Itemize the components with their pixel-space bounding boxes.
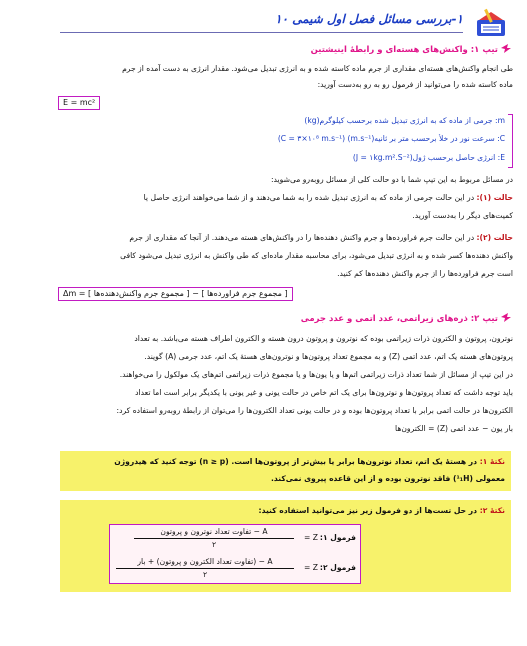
formula1-fraction-bar — [134, 538, 294, 539]
case2-line-1 — [14, 233, 513, 243]
tip2-line-4: باید توجه داشت که تعداد پروتون‌ها و نوترون‌ها برای یک اتم خاص در حالت یونی و غیر یونی با یکدیگر برابر است اما تعداد — [135, 388, 513, 397]
note2-label: نکتهٔ ۲: — [479, 506, 505, 515]
case1-line-2: کمیت‌های دیگر را به‌دست آورید. — [412, 211, 513, 220]
electron-count-relation: بار یون − عدد اتمی (Z) = الکترون‌ها — [395, 424, 513, 433]
book-logo-icon — [471, 6, 511, 40]
mass-defect-formula-box: Δm = [ مجموع جرم واکنش‌دهنده‌ها ] − [ مجموع جرم فراورده‌ها ] — [58, 287, 293, 301]
formula1-numerator: A − تفاوت تعداد نوترون و پروتون — [160, 527, 268, 536]
formula2-z: Z = — [304, 563, 318, 572]
formula2-numerator: A − (تفاوت تعداد الکترون و پروتون) + بار — [137, 557, 273, 566]
title-underline — [60, 32, 463, 33]
case1-text-a: در این حالت جرمی از ماده که به انرژی تبدیل شده را به شما می‌دهند و از شما می‌خواهند انرژی حاصل یا — [143, 193, 475, 202]
note1-label: نکتهٔ ۱: — [479, 457, 505, 466]
definition-light-speed: C: سرعت نور در خلأ برحسب متر بر ثانیه(m.s⁻¹) (C = ۳×۱۰⁸ m.s⁻¹) — [277, 134, 505, 143]
case2-line-2: واکنش دهنده‌ها کسر شده و به انرژی تبدیل می‌شود، برای محاسبه مقدار ماده‌ای که طی واکنش به انرژی تبدیل می‌شود کافی — [120, 251, 513, 260]
tip2-line-1: نوترون، پروتون و الکترون ذرات زیراتمی بوده که نوترون و پروتون درون هسته و الکترون اطراف هسته می‌باشد. به تعداد — [134, 334, 513, 343]
formula2-denominator: ۲ — [202, 570, 208, 579]
tip1-paragraph-line-1: طی انجام واکنش‌های هسته‌ای مقداری از جرم ماده کاسته شده و به انرژی تبدیل می‌شود. مقدار انرژی به دست آمده از جرم — [122, 64, 513, 73]
note-1-box — [60, 451, 511, 491]
tip2-line-2: پروتون‌های هسته یک اتم، عدد اتمی (Z) و به مجموع تعداد پروتون‌ها و نوترون‌های هستهٔ یک اتم، عدد جرمی (A) گویند. — [144, 352, 513, 361]
tip2-line-3: در این تیپ از مسائل از شما تعداد ذرات زیراتمی اتم‌ها و یا یون‌ها و یا مجموع ذرات زیراتمی اتم‌های یک مولکول را می‌خواهند. — [119, 370, 513, 379]
arrow-bullet-icon — [501, 44, 511, 53]
case1-line-1 — [14, 193, 513, 203]
page-title: ۱-بررسی مسائل فصل اول شیمی ۱۰ — [275, 12, 463, 26]
formula1-label: فرمول ۱: — [319, 533, 356, 542]
tip1-cases-intro: در مسائل مربوط به این تیپ شما با دو حالت کلی از مسائل روبه‌رو می‌شوید: — [271, 175, 513, 184]
case2-line-3: است جرم فراورده‌ها را از جرم واکنش دهنده‌ها کم کنید. — [337, 269, 513, 278]
arrow-bullet-icon — [501, 313, 511, 322]
definitions-brace — [508, 114, 513, 168]
tip1-heading: تیپ ۱: واکنش‌های هسته‌ای و رابطهٔ اینیشتین — [311, 44, 511, 55]
definition-energy: E: انرژی حاصل برحسب ژول(J = ۱kg.m².S⁻²) — [352, 153, 505, 162]
formula2-label: فرمول ۲: — [319, 563, 356, 572]
case2-label: حالت (۲): — [476, 233, 513, 242]
note1-line-1 — [66, 457, 505, 467]
formula1-denominator: ۲ — [211, 540, 217, 549]
tip1-paragraph-line-2: ماده کاسته شده را می‌توانید از فرمول رو به رو به‌دست آورید: — [317, 80, 513, 89]
note2-text: در حل تست‌ها از دو فرمول زیر نیز می‌توانید استفاده کنید: — [258, 506, 478, 515]
tip2-line-5: الکترون‌ها در حالت اتمی برابر با تعداد پروتون‌ها بوده و در حالت یونی تعداد الکترون‌ها را می‌توان از رابطهٔ روبه‌رو استفاده کرد: — [116, 406, 513, 415]
einstein-formula-box: E = mc² — [58, 96, 100, 110]
formula1-z: Z = — [304, 533, 318, 542]
definition-mass: m: جرمی از ماده که به انرژی تبدیل شده برحسب کیلوگرم(kg) — [304, 116, 505, 125]
formulas-box — [109, 524, 361, 584]
case1-label: حالت (۱): — [476, 193, 513, 202]
tip2-heading: تیپ ۲: ذره‌های زیراتمی، عدد اتمی و عدد جرمی — [301, 313, 511, 324]
note2-line-1 — [66, 506, 505, 516]
formula2-fraction-bar — [116, 568, 294, 569]
note1-text-a: در هستهٔ یک اتم، تعداد نوترون‌ها برابر یا بیش‌تر از پروتون‌ها است. (n ≥ p) توجه کنید که هیدروژن — [114, 457, 478, 466]
note-2-box — [60, 500, 511, 592]
case2-text-a: در این حالت جرم فراورده‌ها و جرم واکنش دهنده‌ها را در واکنش‌های هسته می‌دهند. از آنجا که مقداری از جرم — [129, 233, 475, 242]
note1-line-2: معمولی (¹₁H) فاقد نوترون بوده و از این قاعده پیروی نمی‌کند. — [271, 474, 505, 483]
